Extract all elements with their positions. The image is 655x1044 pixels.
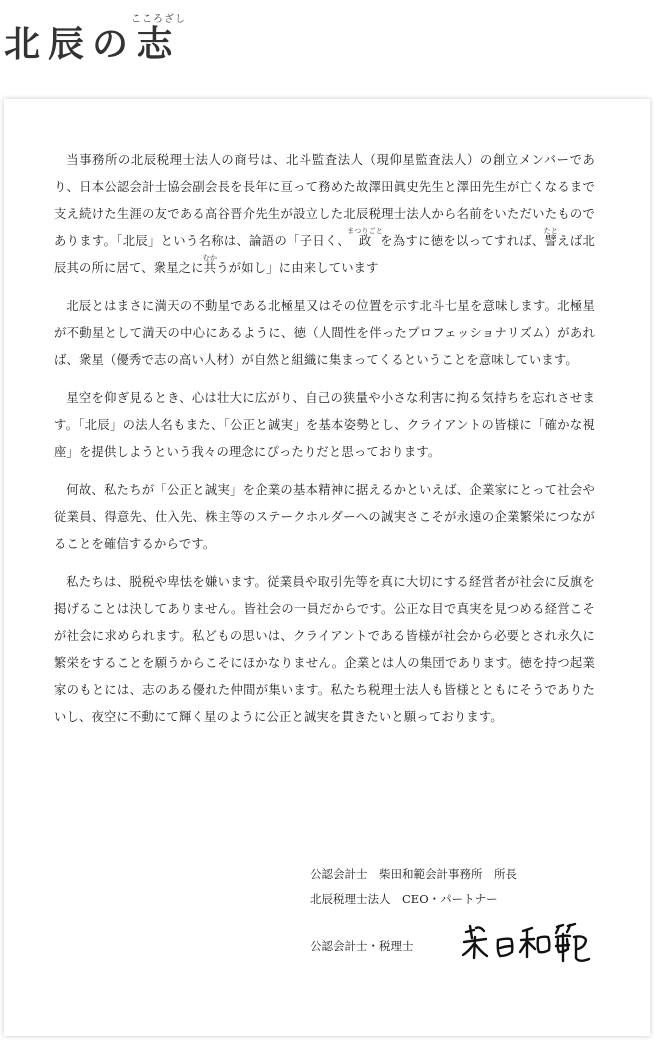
paragraph: 私たちは、脱税や卑怯を嫌います。従業員や取引先等を真に大切にする経営者が社会に反旗を掲げることは決してありません。皆社会の一員だからです。公正な目で真実を見つめる経営こそが社会に求められます。私どもの思いは、クライアントである皆様が社会から必要とされ永久に繁栄をすることを願うからこそにほかなりません。企業とは人の集団であります。徳を持つ起業家のもとには、志のある優れた仲間が集います。私たち税理士法人も皆様とともにそうでありたいし、夜空に不動にて輝く星のように公正と誠実を貫きたいと願っております。 <box>54 575 595 724</box>
signature-block <box>310 862 630 966</box>
signer-title-office: 公認会計士 柴田和範会計事務所 所長 <box>310 867 517 881</box>
message-card <box>4 99 650 1036</box>
paragraph: 星空を仰ぎ見るとき、心は壮大に広がり、自己の狭量や小さな利害に拘る気持ちを忘れさせます。「北辰」の法人名もまた、「公正と誠実」を基本姿勢とし、クライアントの皆様に「確かな視座」を提供しようという我々の理念にぴったりだと思っております。 <box>54 391 595 459</box>
signature-row <box>310 926 630 966</box>
title-ruby-reading: こころざし <box>131 14 187 25</box>
paragraph: 当事務所の北辰税理士法人の商号は、北斗監査法人（現仰星監査法人）の創立メンバーであり、日本公認会計士協会副会長を長年に亘って務めた故澤田眞史先生と澤田先生が亡くなるまで支え続けた生涯の友である高谷晋介先生が設立した北辰税理士法人から名前をいただいたものであります。「北辰」という名称は、論語の「子日く、政まつりごとを為すに徳を以ってすれば、譬たとえば北辰其の所に居て、衆星之に共むかうが如し」に由来しています <box>54 153 596 275</box>
signer-qualification: 公認会計士・税理士 <box>310 939 414 953</box>
ruby-annotation: 共むか <box>202 254 218 275</box>
page-title: 北辰の志こころざし <box>4 14 187 65</box>
signer-title-firm: 北辰税理士法人 CEO・パートナー <box>310 892 498 906</box>
ruby-annotation: 政まつりごと <box>347 227 384 248</box>
ruby-annotation: 譬たと <box>543 227 559 248</box>
paragraph: 北辰とはまさに満天の不動星である北極星又はその位置を示す北斗七星を意味します。北極星が不動星として満天の中心にあるように、徳（人間性を伴ったプロフェッショナリズム）があれば、衆星（優秀で志の高い人材）が自然と組織に集まってくるということを意味しています。 <box>54 299 595 367</box>
paragraph: 何故、私たちが「公正と誠実」を企業の基本精神に据えるかといえば、企業家にとって社会や従業員、得意先、仕入先、株主等のステークホルダーへの誠実さこそが永遠の企業繁栄につながることを確信するからです。 <box>54 483 595 551</box>
title-ruby: 志こころざし <box>131 14 187 65</box>
message-body <box>54 147 595 742</box>
handwritten-signature <box>460 922 592 966</box>
